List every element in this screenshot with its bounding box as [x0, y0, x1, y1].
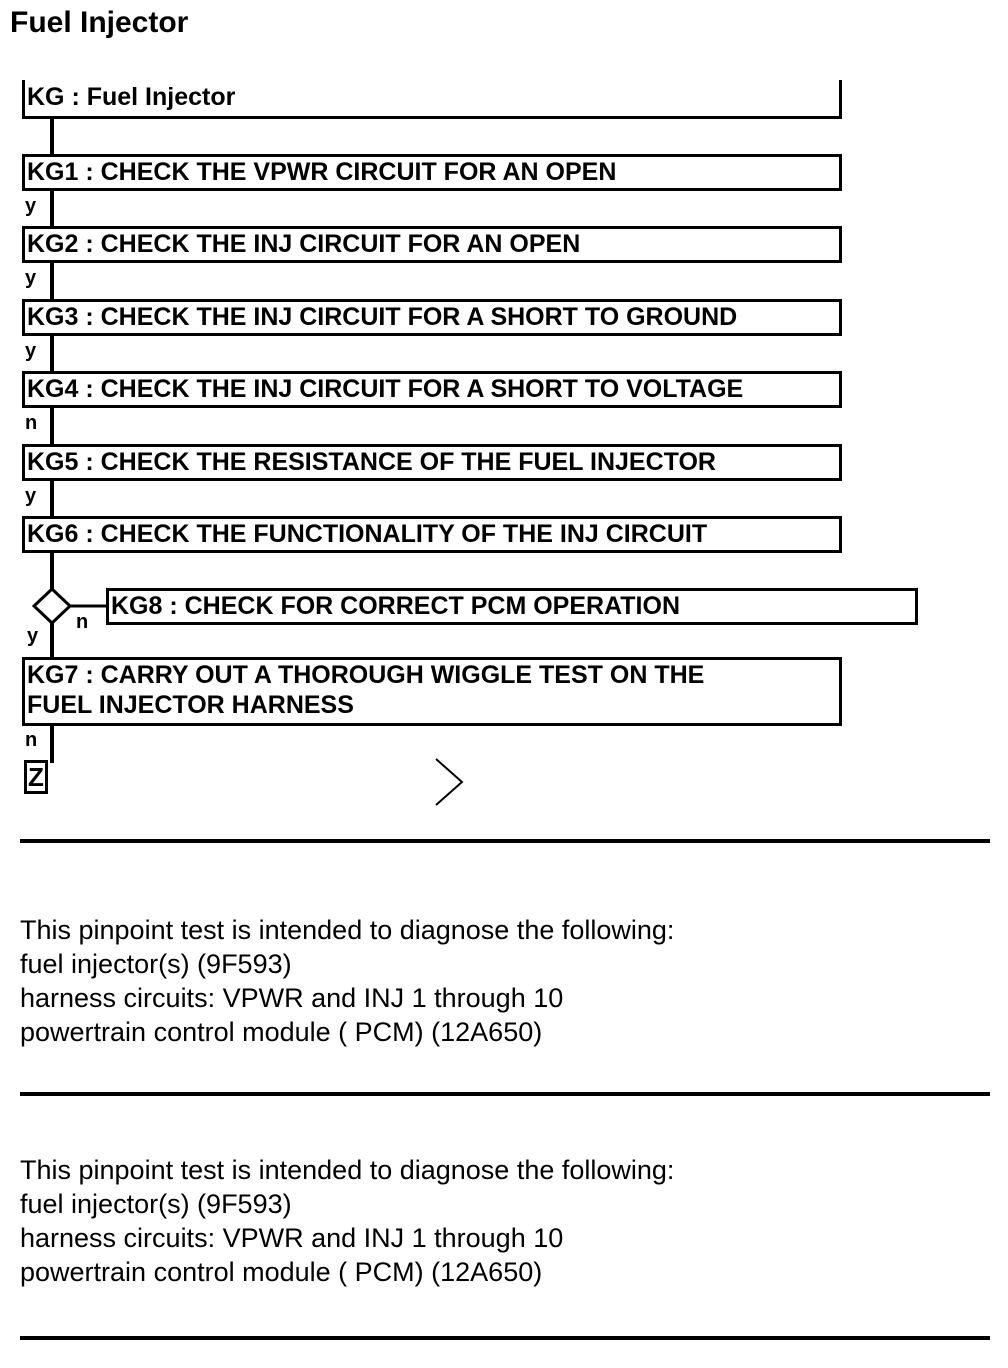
connector-line — [50, 406, 54, 446]
connector-line — [50, 723, 54, 763]
connector-line — [50, 116, 54, 156]
end-terminal[interactable]: Z — [24, 760, 48, 794]
section-heading: This pinpoint test is intended to diagnose the following: — [20, 1155, 675, 1185]
section-line: fuel injector(s) (9F593) — [20, 1189, 292, 1219]
flow-header-label: KG : Fuel Injector — [27, 83, 236, 111]
step-label-line2: FUEL INJECTOR HARNESS — [27, 691, 354, 719]
step-kg8[interactable] — [106, 588, 918, 625]
step-label: KG4 : CHECK THE INJ CIRCUIT FOR A SHORT TO VOLTAGE — [27, 375, 744, 403]
chevron-right-icon[interactable] — [432, 756, 468, 808]
exit-label: y — [25, 267, 37, 289]
step-kg3[interactable] — [22, 299, 842, 336]
section-line: powertrain control module ( PCM) (12A650) — [20, 1257, 543, 1287]
exit-label: y — [25, 340, 37, 362]
step-kg4[interactable] — [22, 371, 842, 408]
divider — [20, 1092, 990, 1096]
step-label: KG2 : CHECK THE INJ CIRCUIT FOR AN OPEN — [27, 230, 581, 258]
step-label: KG3 : CHECK THE INJ CIRCUIT FOR A SHORT TO GROUND — [27, 303, 738, 331]
step-label: KG5 : CHECK THE RESISTANCE OF THE FUEL INJECTOR — [27, 448, 716, 476]
continue-label: y — [27, 625, 39, 647]
step-label: KG1 : CHECK THE VPWR CIRCUIT FOR AN OPEN — [27, 158, 617, 186]
connector-line — [50, 479, 54, 519]
section-line: powertrain control module ( PCM) (12A650) — [20, 1017, 543, 1047]
exit-label: y — [25, 195, 37, 217]
step-kg5[interactable] — [22, 444, 842, 481]
step-label-line1: KG7 : CARRY OUT A THOROUGH WIGGLE TEST ON THE — [27, 661, 705, 689]
connector-line — [50, 188, 54, 228]
description-section-2 — [20, 1153, 674, 1289]
page-title: Fuel Injector — [10, 6, 189, 39]
step-kg6[interactable] — [22, 516, 842, 553]
exit-label: n — [25, 729, 38, 751]
step-kg7[interactable] — [22, 657, 842, 726]
step-kg1[interactable] — [22, 154, 842, 191]
branch-label: n — [76, 611, 89, 633]
flow-header — [22, 80, 842, 119]
section-line: harness circuits: VPWR and INJ 1 through 10 — [20, 983, 564, 1013]
description-section-1 — [20, 913, 674, 1049]
connector-line — [50, 334, 54, 374]
step-label: KG8 : CHECK FOR CORRECT PCM OPERATION — [111, 592, 680, 620]
divider — [20, 1336, 990, 1340]
step-kg2[interactable] — [22, 226, 842, 263]
exit-label: n — [25, 412, 38, 434]
divider — [20, 839, 990, 843]
section-heading: This pinpoint test is intended to diagnose the following: — [20, 915, 675, 945]
section-line: harness circuits: VPWR and INJ 1 through 10 — [20, 1223, 564, 1253]
connector-line — [50, 261, 54, 301]
section-line: fuel injector(s) (9F593) — [20, 949, 292, 979]
exit-label: y — [25, 485, 37, 507]
step-label: KG6 : CHECK THE FUNCTIONALITY OF THE INJ CIRCUIT — [27, 520, 708, 548]
